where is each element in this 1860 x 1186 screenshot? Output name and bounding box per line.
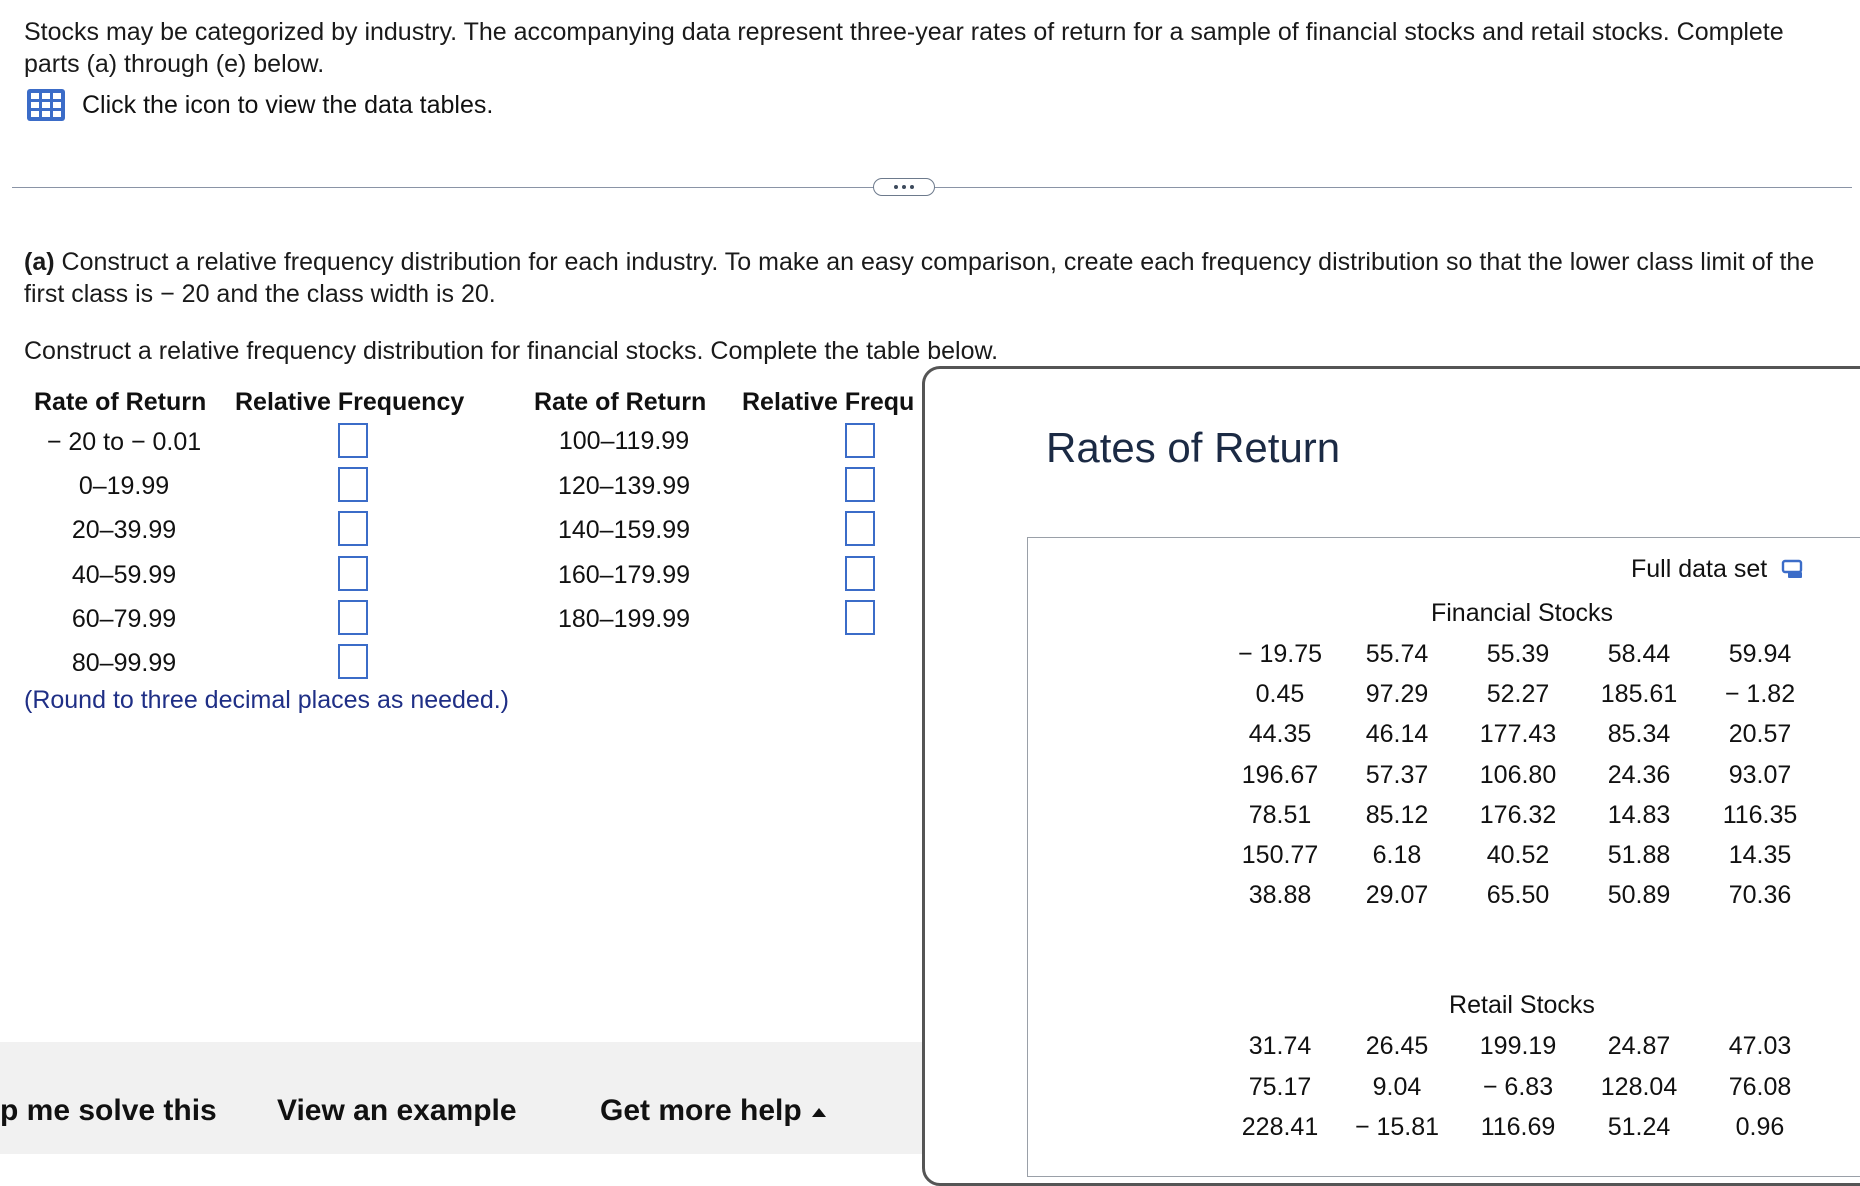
relative-frequency-input[interactable] [845,467,875,502]
retail-caption: Retail Stocks [1449,991,1595,1019]
more-dot [902,185,906,189]
data-cell: 38.88 [1248,881,1312,910]
data-cell: 78.51 [1248,800,1312,829]
data-cell: 75.17 [1248,1072,1312,1101]
data-cell: 29.07 [1365,881,1429,910]
data-cell: 0.96 [1735,1113,1785,1141]
data-cell: 52.27 [1486,680,1550,709]
more-dot [910,185,914,189]
data-cell: 24.87 [1607,1032,1671,1060]
data-cell: 106.80 [1479,760,1557,789]
data-cell: 65.50 [1486,881,1550,910]
class-label: 140–159.99 [557,516,691,544]
class-label: 0–19.99 [78,472,170,500]
data-cell: 70.36 [1728,881,1792,910]
rounding-note: (Round to three decimal places as needed.) [24,686,510,714]
full-data-set-label: Full data set [1631,555,1768,583]
data-table-icon[interactable] [26,88,66,122]
class-label: 120–139.99 [557,472,691,500]
relative-frequency-input[interactable] [338,423,368,458]
relative-frequency-input[interactable] [338,467,368,502]
header-rate-left: Rate of Return [34,388,207,416]
data-cell: 57.37 [1365,760,1429,789]
data-cell: 9.04 [1372,1072,1422,1101]
data-cell: 97.29 [1365,680,1429,709]
data-cell: 150.77 [1241,841,1319,869]
class-label: 180–199.99 [557,605,691,633]
data-cell: 24.36 [1607,760,1671,789]
data-cell: 44.35 [1248,720,1312,749]
relative-frequency-input[interactable] [845,556,875,591]
data-cell: 177.43 [1479,720,1557,749]
data-cell: 46.14 [1365,720,1429,749]
data-cell: 40.52 [1486,841,1550,869]
data-cell: 93.07 [1728,760,1792,789]
popup-title: Rates of Return [1046,424,1341,471]
caret-up-icon [812,1108,826,1117]
data-cell: 51.24 [1607,1113,1671,1141]
data-cell: 196.67 [1241,760,1319,789]
financial-caption: Financial Stocks [1430,599,1614,627]
data-cell: − 15.81 [1354,1113,1440,1141]
data-cell: 51.88 [1607,841,1671,869]
data-cell: 20.57 [1728,720,1792,749]
data-cell: 58.44 [1607,640,1671,668]
class-label: 160–179.99 [557,561,691,589]
data-cell: 47.03 [1728,1032,1792,1060]
view-example-button[interactable]: View an example [277,1094,517,1127]
data-cell: 116.69 [1480,1113,1556,1141]
more-options-button[interactable] [873,178,935,196]
help-me-solve-button[interactable]: p me solve this [0,1094,217,1127]
data-cell: 55.74 [1365,640,1429,668]
header-freq-right: Relative Frequ [742,388,915,416]
instruction-text: Construct a relative frequency distribution for financial stocks. Complete the table below. [24,337,999,365]
class-label: 60–79.99 [71,605,177,633]
header-freq-left: Relative Frequency [235,388,465,416]
data-cell: 228.41 [1241,1113,1319,1141]
question-text: Construct a relative frequency distribution for each industry. To make an easy comparison, create each frequency distribution so that the lower class limit of the first class is − 20 and the class width is 20. [24,248,1815,308]
data-cell: 185.61 [1600,680,1678,709]
question-label: (a) [24,248,55,276]
data-cell: 59.94 [1728,640,1792,668]
question-a [24,246,1824,310]
more-dot [894,185,898,189]
get-more-help-button[interactable] [600,1094,826,1128]
relative-frequency-input[interactable] [845,423,875,458]
header-rate-right: Rate of Return [534,388,707,416]
data-cell: 26.45 [1365,1032,1429,1060]
data-cell: 55.39 [1486,640,1550,668]
data-cell: 176.32 [1479,800,1557,829]
relative-frequency-input[interactable] [338,600,368,635]
data-cell: 76.08 [1728,1072,1792,1101]
relative-frequency-input[interactable] [845,511,875,546]
data-cell: 14.83 [1607,800,1671,829]
class-label: 100–119.99 [558,427,690,455]
data-cell: 0.45 [1255,680,1305,709]
data-cell: − 19.75 [1237,640,1323,668]
relative-frequency-input[interactable] [845,600,875,635]
class-label: − 20 to − 0.01 [46,428,202,456]
intro-text: Stocks may be categorized by industry. The accompanying data represent three-year rates of return for a sample of financial stocks and retail stocks. Complete parts (a) through (e) below. [24,18,1784,78]
data-cell: 199.19 [1479,1032,1557,1060]
class-label: 40–59.99 [71,561,177,589]
relative-frequency-input[interactable] [338,511,368,546]
class-label: 80–99.99 [71,649,177,677]
relative-frequency-input[interactable] [338,556,368,591]
data-cell: 85.12 [1365,800,1429,829]
data-cell: 116.35 [1722,800,1798,829]
get-more-help-label: Get more help [600,1094,802,1127]
data-table-link-text[interactable]: Click the icon to view the data tables. [82,90,494,119]
full-data-set-link[interactable] [1631,555,1805,584]
data-cell: 31.74 [1248,1032,1312,1060]
data-cell: 85.34 [1607,720,1671,749]
data-cell: 128.04 [1600,1072,1678,1101]
data-cell: 14.35 [1728,841,1792,869]
copy-icon[interactable] [1781,559,1805,581]
data-cell: 50.89 [1607,881,1671,910]
data-cell: 6.18 [1372,841,1422,869]
data-cell: − 1.82 [1724,680,1796,709]
class-label: 20–39.99 [71,516,177,544]
data-table-link[interactable] [26,88,493,122]
relative-frequency-input[interactable] [338,644,368,679]
data-cell: − 6.83 [1482,1072,1554,1101]
